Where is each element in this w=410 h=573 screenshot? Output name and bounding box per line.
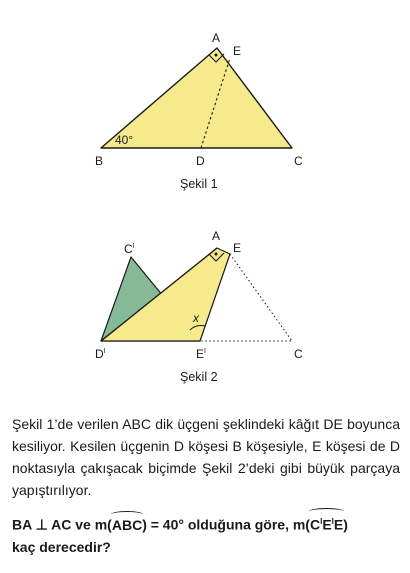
label-c-2: C <box>294 347 303 361</box>
angle-40-label: 40° <box>115 133 134 147</box>
label-d: D <box>196 154 205 168</box>
caption-figure-2: Şekil 2 <box>180 370 218 384</box>
label-a: A <box>212 31 221 45</box>
angle-abc: ABC <box>112 514 142 536</box>
figure-2 <box>95 229 303 384</box>
caption-figure-1: Şekil 1 <box>180 177 218 191</box>
question-part-3: ) <box>343 516 348 533</box>
problem-text <box>12 413 400 558</box>
right-angle-dot-2 <box>215 253 218 256</box>
angle-x-label: x <box>193 311 199 325</box>
label-e-prime: $E^I$ <box>196 347 206 361</box>
problem-paragraph: Şekil 1’de verilen ABC dik üçgeni şeklindeki kâğıt DE boyunca kesiliyor. Kesilen üçgenin D köşesi B köşesiyle, E köşesi de D noktasıyla çakışacak biçimde Şekil 2’deki gibi büyük parçaya yapıştırılıyor. <box>12 416 400 498</box>
label-c-prime: $C^I$ <box>124 242 135 256</box>
angle-ceie: $C^IE^IE$ <box>310 511 343 536</box>
label-b: B <box>95 154 104 168</box>
label-c: C <box>294 154 303 168</box>
question-part-2: ) = 40° olduğuna göre, m( <box>142 516 310 533</box>
figure-1 <box>95 31 303 191</box>
label-e: E <box>233 44 242 58</box>
label-e-2: E <box>233 241 242 255</box>
question-line-2: kaç derecedir? <box>12 538 111 555</box>
label-a-2: A <box>212 229 221 243</box>
label-d-prime: $D^I$ <box>95 347 106 361</box>
question-part-1: BA ⊥ AC ve m( <box>12 516 112 533</box>
right-angle-dot <box>215 54 218 57</box>
problem-question <box>12 511 400 558</box>
